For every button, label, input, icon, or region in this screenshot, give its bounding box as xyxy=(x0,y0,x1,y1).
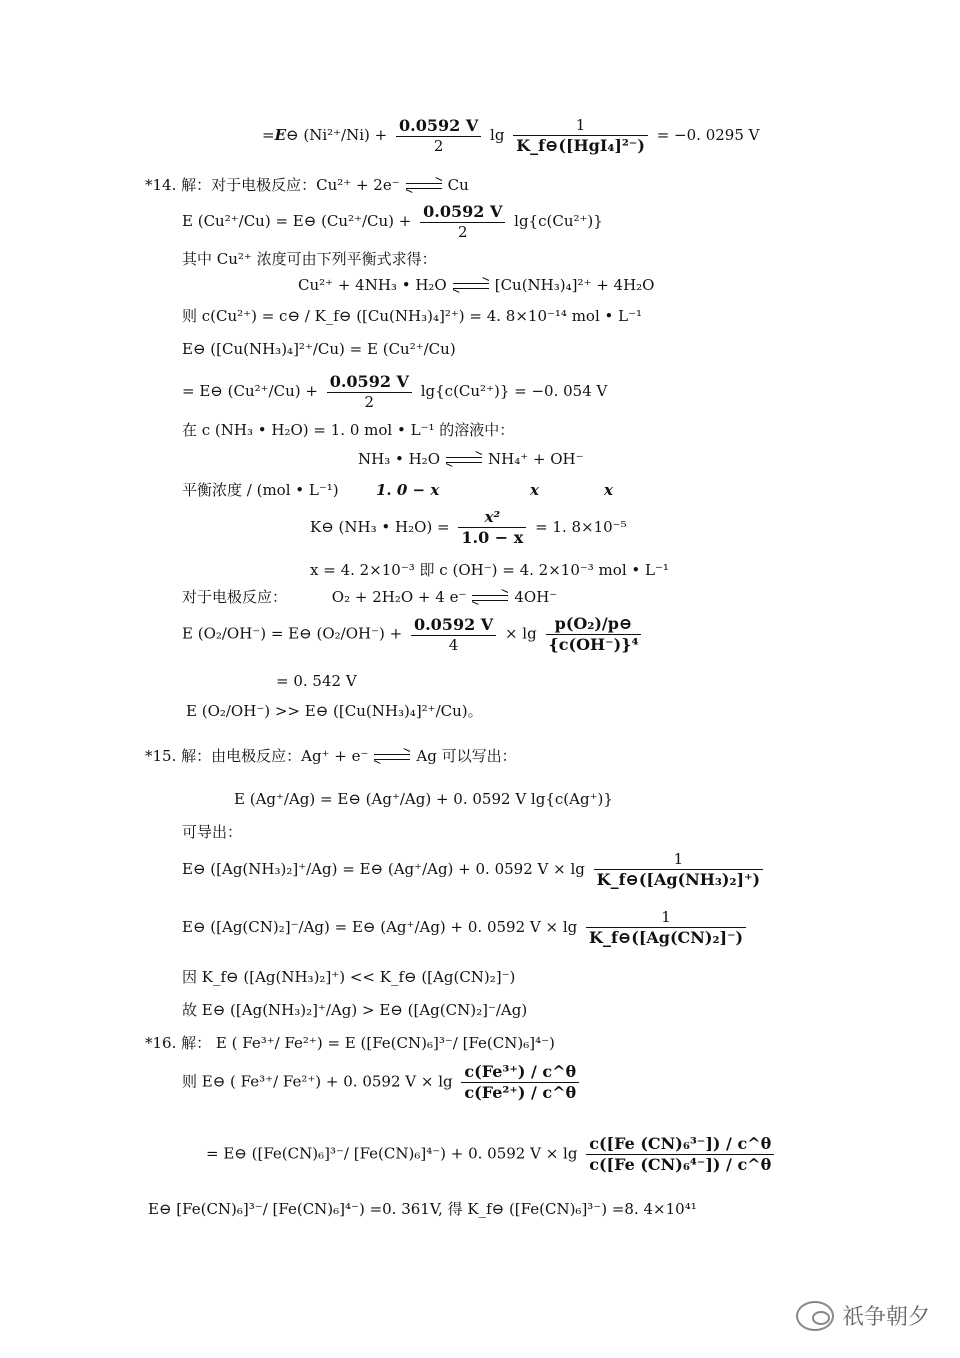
equation-line-11: 平衡浓度 / (mol • L⁻¹) 1. 0 − x x x xyxy=(182,481,613,499)
eq-text: *14. 解：对于电极反应：Cu²⁺ + 2e⁻ xyxy=(145,176,400,194)
fraction: $\frac{1}{\text{K\_f⊖([Ag(CN)₂]⁻)}}$ xyxy=(586,910,746,946)
equation-line-17: E (O₂/OH⁻) >> E⊖ ([Cu(NH₃)₄]²⁺/Cu)。 xyxy=(186,702,483,720)
fraction: $\frac{1}{\text{K\_f⊖([Ag(NH₃)₂]⁺)}}$ xyxy=(594,852,763,888)
fraction: $\frac{\text{p(O₂)/p⊖}}{\text{\{c(OH⁻)\}⁴}}$ xyxy=(546,616,642,653)
eq-text: lg{c(Cu²⁺)} xyxy=(514,212,603,230)
fraction: $\frac{1}{\text{K\_f⊖([HgI₄]²⁻)}}$ xyxy=(513,118,648,154)
fraction: $\frac{0.0592 V}{2}$ xyxy=(396,118,481,154)
equilibrium-arrow-icon xyxy=(446,455,482,465)
fraction: $\frac{\text{x²}}{1.0 - x}$ xyxy=(458,510,526,546)
eq-text: Cu xyxy=(447,176,469,194)
equation-line-16: = 0. 542 V xyxy=(276,672,357,690)
equation-line-9: 在 c (NH₃ • H₂O) = 1. 0 mol • L⁻¹ 的溶液中： xyxy=(182,421,515,439)
fraction: $\frac{0.0592 V}{2}$ xyxy=(420,204,505,240)
equilibrium-arrow-icon xyxy=(374,752,410,762)
equation-line-1 xyxy=(262,118,759,154)
eq-text: = −0. 0295 V xyxy=(656,126,760,144)
fraction: $\frac{0.0592 V}{4}$ xyxy=(411,617,496,653)
equation-line-23: 因 K_f⊖ ([Ag(NH₃)₂]⁺) << K_f⊖ ([Ag(CN)₂]⁻) xyxy=(182,968,516,986)
equation-line-14: 对于电极反应： O₂ + 2H₂O + 4 e⁻ 4OH⁻ xyxy=(182,588,558,606)
fraction: $\frac{0.0592 V}{2}$ xyxy=(327,374,412,410)
watermark-text: 祇争朝夕 xyxy=(841,1305,930,1330)
fraction: $\frac{\text{c(Fe³⁺) / c\textasciicircum{}θ}}{\text{c(Fe²⁺) / c\textasciicircum{}θ}}$ xyxy=(461,1064,579,1101)
equation-line-18: *15. 解：由电极反应：Ag⁺ + e⁻ Ag 可以写出： xyxy=(145,747,517,765)
eq-text: lg xyxy=(490,126,505,144)
equation-line-10: NH₃ • H₂O NH₄⁺ + OH⁻ xyxy=(358,450,584,468)
equilibrium-arrow-icon xyxy=(406,181,442,191)
watermark xyxy=(796,1300,930,1331)
equation-line-22: E⊖ ([Ag(CN)₂]⁻/Ag) = E⊖ (Ag⁺/Ag) + 0. 0592 V × lg $\frac{1}{\text{K\_f⊖([Ag(CN)₂]⁻)}}$ xyxy=(182,910,750,946)
equation-line-19: E (Ag⁺/Ag) = E⊖ (Ag⁺/Ag) + 0. 0592 V lg{c(Ag⁺)} xyxy=(234,790,613,808)
equation-line-26: 则 E⊖ ( Fe³⁺/ Fe²⁺) + 0. 0592 V × lg $\frac{\text{c(Fe³⁺) / c\textasciicircum{}θ}}{\text{c(Fe²⁺) / c\textasciicircum{}θ}}$ xyxy=(182,1064,583,1101)
equation-line-2 xyxy=(145,178,469,193)
eq-text: = xyxy=(262,126,275,144)
equation-line-20: 可导出： xyxy=(182,823,243,841)
equation-line-24: 故 E⊖ ([Ag(NH₃)₂]⁺/Ag) > E⊖ ([Ag(CN)₂]⁻/Ag) xyxy=(182,1001,528,1019)
eq-symbol: E xyxy=(274,126,287,144)
equation-line-6: 则 c(Cu²⁺) = c⊖ / K_f⊖ ([Cu(NH₃)₄]²⁺) = 4. 8×10⁻¹⁴ mol • L⁻¹ xyxy=(182,307,643,325)
equation-line-3 xyxy=(182,204,603,240)
equation-line-28: E⊖ [Fe(CN)₆]³⁻/ [Fe(CN)₆]⁴⁻) =0. 361V, 得 K_f⊖ ([Fe(CN)₆]³⁻) =8. 4×10⁴¹ xyxy=(148,1200,697,1218)
wechat-icon xyxy=(796,1301,834,1331)
equation-line-13: x = 4. 2×10⁻³ 即 c (OH⁻) = 4. 2×10⁻³ mol • L⁻¹ xyxy=(310,561,669,579)
equation-line-8: = E⊖ (Cu²⁺/Cu) + $\frac{0.0592 V}{2}$ lg{c(Cu²⁺)} = −0. 054 V xyxy=(182,372,608,411)
eq-text: E (Cu²⁺/Cu) = E⊖ (Cu²⁺/Cu) + xyxy=(182,212,412,230)
equation-line-5: Cu²⁺ + 4NH₃ • H₂O [Cu(NH₃)₄]²⁺ + 4H₂O xyxy=(298,276,655,294)
fraction: $\frac{\text{c([Fe (CN)₆³⁻]) / c\textasciicircum{}θ}}{\text{c([Fe (CN)₆⁴⁻]) / c\textasciicircum{}θ}}$ xyxy=(586,1136,774,1173)
equation-line-4: 其中 Cu²⁺ 浓度可由下列平衡式求得： xyxy=(182,250,437,268)
equation-line-27: = E⊖ ([Fe(CN)₆]³⁻/ [Fe(CN)₆]⁴⁻) + 0. 0592 V × lg $\frac{\text{c([Fe (CN)₆³⁻]) / c\textasciicircum{}θ}}{\text{c([Fe (CN)₆⁴⁻]) / c\textasciicircum{}θ}}$ xyxy=(206,1136,778,1173)
equation-line-15: E (O₂/OH⁻) = E⊖ (O₂/OH⁻) + $\frac{0.0592 V}{4}$ × lg $\frac{\text{p(O₂)/p⊖}}{\text{\{c(OH⁻)\}⁴}}$ xyxy=(182,616,645,653)
equation-line-7: E⊖ ([Cu(NH₃)₄]²⁺/Cu) = E (Cu²⁺/Cu) xyxy=(182,340,456,358)
equation-line-21: E⊖ ([Ag(NH₃)₂]⁺/Ag) = E⊖ (Ag⁺/Ag) + 0. 0592 V × lg $\frac{1}{\text{K\_f⊖([Ag(NH₃)₂]⁺)}}$ xyxy=(182,852,767,888)
equation-line-12: K⊖ (NH₃ • H₂O) = $\frac{\text{x²}}{1.0 - x}$ = 1. 8×10⁻⁵ xyxy=(310,508,627,547)
equilibrium-arrow-icon xyxy=(472,593,508,603)
equilibrium-arrow-icon xyxy=(453,281,489,291)
equation-line-25: *16. 解： E ( Fe³⁺/ Fe²⁺) = E ([Fe(CN)₆]³⁻/ [Fe(CN)₆]⁴⁻) xyxy=(145,1034,555,1052)
eq-text: ⊖ (Ni²⁺/Ni) + xyxy=(286,126,388,144)
